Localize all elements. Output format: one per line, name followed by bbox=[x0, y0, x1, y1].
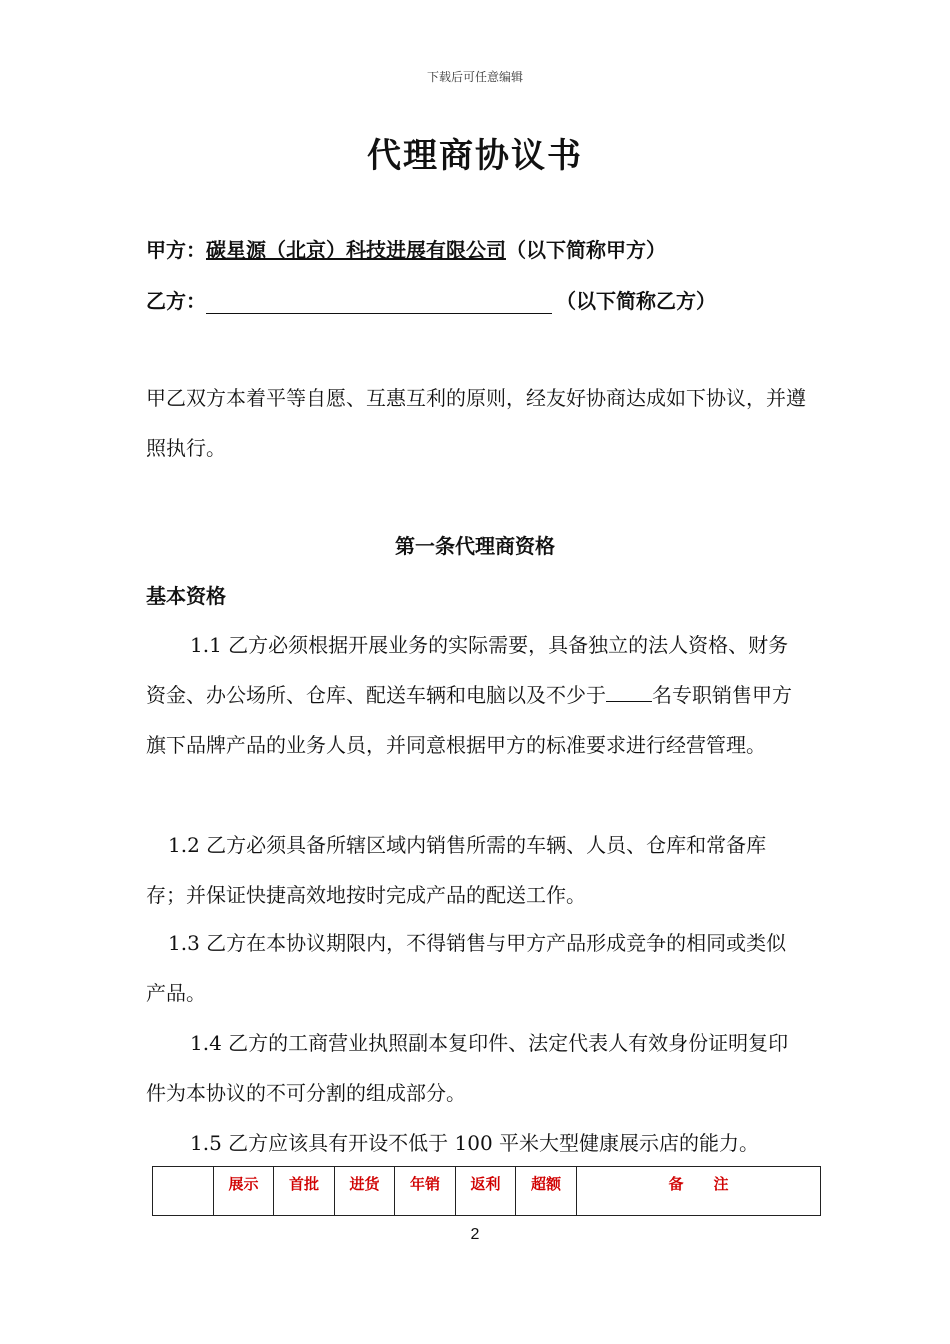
section-title: 第一条代理商资格 bbox=[395, 534, 555, 558]
clause-1-2: 1.2 乙方必须具备所辖区域内销售所需的车辆、人员、仓库和常备库存；并保证快捷高效地按时完成产品的配送工作。 bbox=[146, 833, 767, 907]
table-header-cell: 进货 bbox=[335, 1167, 395, 1216]
party-a-name: 碳星源（北京）科技进展有限公司 bbox=[206, 238, 506, 262]
table-header-row bbox=[153, 1167, 821, 1216]
clause-1-4: 1.4 乙方的工商营业执照副本复印件、法定代表人有效身份证明复印件为本协议的不可分割的组成部分。 bbox=[146, 1031, 789, 1105]
party-a-line bbox=[146, 234, 666, 263]
clause-1-5: 1.5 乙方应该具有开设不低于 100 平米大型健康展示店的能力。 bbox=[190, 1131, 760, 1155]
page-number: 2 bbox=[470, 1226, 480, 1243]
table-header-cell: 年销 bbox=[395, 1167, 456, 1216]
clause-1-1-part-b: 名专职销售甲方旗下品牌产品的业务人员，并同意根据甲方的标准要求进行经营管理。 bbox=[146, 683, 792, 757]
header-note: 下载后可任意编辑 bbox=[426, 70, 523, 84]
clause-1-1 bbox=[146, 620, 806, 770]
table-header-cell: 展示 bbox=[214, 1167, 274, 1216]
party-b-line bbox=[146, 285, 716, 314]
document-title: 代理商协议书 bbox=[367, 136, 583, 176]
party-a-label: 甲方： bbox=[146, 238, 206, 262]
table-header-cell: 返利 bbox=[456, 1167, 516, 1216]
party-b-blank-field[interactable] bbox=[206, 293, 552, 314]
table-header-cell: 超额 bbox=[516, 1167, 577, 1216]
table-header-cell: 首批 bbox=[274, 1167, 335, 1216]
clause-1-3: 1.3 乙方在本协议期限内，不得销售与甲方产品形成竞争的相同或类似产品。 bbox=[146, 931, 787, 1005]
party-b-label: 乙方： bbox=[146, 289, 206, 313]
table-header-cell: 备 注 bbox=[577, 1167, 821, 1216]
party-b-suffix: （以下简称乙方） bbox=[556, 289, 716, 313]
subsection-title: 基本资格 bbox=[146, 584, 226, 608]
terms-table bbox=[152, 1166, 821, 1216]
staff-count-blank[interactable] bbox=[606, 683, 652, 702]
party-a-suffix: （以下简称甲方） bbox=[506, 238, 666, 262]
table-header-cell bbox=[153, 1167, 214, 1216]
clause-1-1-part-a: 1.1 乙方必须根据开展业务的实际需要，具备独立的法人资格、财务资金、办公场所、仓库、配送车辆和电脑以及不少于 bbox=[146, 633, 789, 707]
intro-paragraph: 甲乙双方本着平等自愿、互惠互利的原则，经友好协商达成如下协议，并遵照执行。 bbox=[146, 386, 806, 460]
